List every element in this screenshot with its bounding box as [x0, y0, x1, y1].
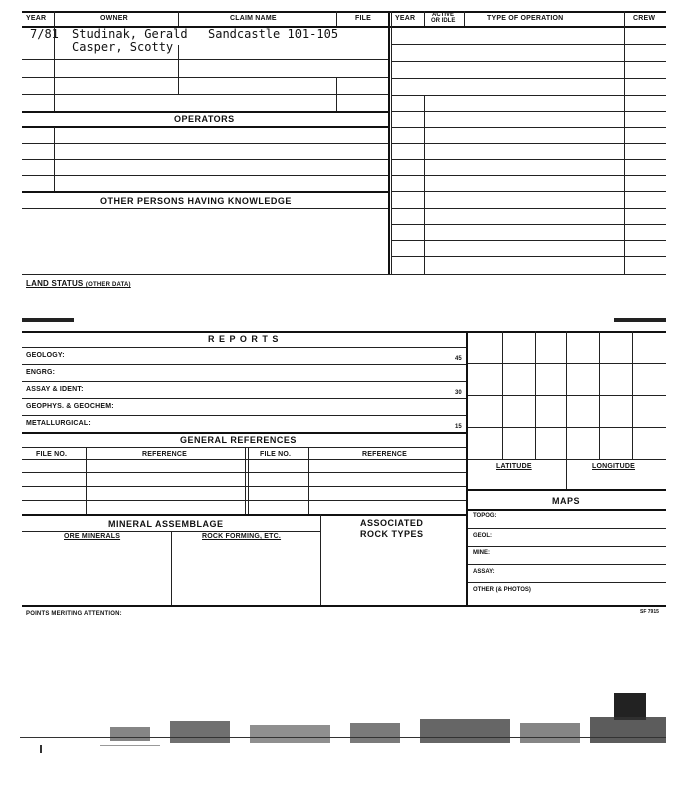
entry-owner: Casper, Scotty: [72, 40, 174, 54]
header-year-right: YEAR: [395, 15, 416, 22]
ref-header-rule: [22, 459, 466, 460]
report-geology-num: 45: [455, 356, 462, 362]
header-file: FILE: [355, 15, 371, 22]
maps-heading-rule: [468, 509, 666, 511]
header-year: YEAR: [26, 15, 47, 22]
middle-bottom-rule: [22, 605, 666, 607]
ref-row-line: [22, 472, 466, 473]
report-engrg: ENGRG:: [26, 369, 56, 376]
grid-col: [566, 331, 567, 489]
other-persons-top-rule: [22, 191, 388, 193]
grid-row: [468, 427, 666, 428]
report-geophys: GEOPHYS. & GEOCHEM:: [26, 403, 114, 410]
row-line: [22, 94, 388, 95]
operators-top-rule: [22, 111, 388, 113]
grid-row: [468, 395, 666, 396]
scan-mark: [22, 318, 74, 322]
ore-minerals-header: ORE MINERALS: [64, 533, 121, 540]
maps-heading: MAPS: [552, 496, 581, 506]
op-col-sep: [424, 95, 425, 274]
col-sep: [336, 11, 337, 26]
land-status-label: [26, 279, 131, 288]
operators-heading: OPERATORS: [174, 114, 235, 124]
ref-row-line: [22, 500, 466, 501]
report-metallurgical: METALLURGICAL:: [26, 420, 91, 427]
middle-top-rule: [22, 331, 666, 333]
general-references-heading: GENERAL REFERENCES: [180, 435, 297, 445]
map-row-line: [468, 564, 666, 565]
row-line: [22, 77, 388, 78]
main-divider: [388, 11, 390, 275]
reports-heading-rule: [22, 347, 468, 348]
report-row-line: [22, 415, 466, 416]
other-persons-bottom-rule: [22, 208, 388, 209]
ref-row-line: [22, 486, 466, 487]
map-row-line: [468, 582, 666, 583]
ref-col-sep: [248, 447, 249, 514]
report-geology: GEOLOGY:: [26, 352, 65, 359]
col-sep: [178, 11, 179, 26]
row-line: [22, 143, 388, 144]
col-sep: [624, 11, 625, 26]
op-bottom-line: [22, 274, 666, 275]
op-col-sep: [624, 26, 625, 274]
col-sep: [336, 78, 337, 111]
longitude-label: LONGITUDE: [592, 463, 636, 470]
entry-claim: Sandcastle 101-105: [208, 27, 339, 41]
grid-row: [468, 459, 666, 460]
report-assay: ASSAY & IDENT:: [26, 386, 84, 393]
col-sep: [424, 11, 425, 26]
ref-col-sep: [308, 447, 309, 514]
mineral-top-rule: [22, 514, 466, 516]
ref-reference-2: REFERENCE: [362, 451, 407, 458]
associated-rock-types-2: ROCK TYPES: [360, 529, 424, 539]
map-other: OTHER (& PHOTOS): [473, 587, 531, 593]
scan-mark: [614, 318, 666, 322]
entry-owner: Studinak, Gerald: [72, 27, 188, 41]
ref-file-no-2: FILE NO.: [260, 451, 292, 458]
ref-col-sep: [245, 447, 246, 514]
general-ref-heading-rule: [22, 447, 466, 448]
ref-file-no-1: FILE NO.: [36, 451, 68, 458]
land-status-text: LAND STATUS: [26, 279, 84, 288]
rock-forming-header: ROCK FORMING, ETC.: [202, 533, 282, 540]
header-type-of-operation: TYPE OF OPERATION: [487, 15, 564, 22]
map-row-line: [468, 528, 666, 529]
report-metallurgical-num: 15: [455, 424, 462, 430]
ref-reference-1: REFERENCE: [142, 451, 187, 458]
entry-year: 7/81: [30, 27, 59, 41]
form-number: SF 7915: [640, 609, 659, 615]
col-sep: [54, 127, 55, 191]
report-row-line: [22, 398, 466, 399]
col-sep: [464, 11, 465, 26]
map-topog: TOPOG:: [473, 513, 497, 519]
header-owner: OWNER: [100, 15, 128, 22]
land-status-note: (OTHER DATA): [85, 282, 131, 288]
latitude-label: LATITUDE: [496, 463, 532, 470]
ref-col-sep: [86, 447, 87, 514]
col-sep: [178, 45, 179, 95]
col-sep: [54, 11, 55, 26]
maps-top-rule: [468, 489, 666, 491]
row-line: [22, 159, 388, 160]
other-persons-heading: OTHER PERSONS HAVING KNOWLEDGE: [100, 196, 292, 206]
mineral-assemblage-heading: MINERAL ASSEMBLAGE: [108, 519, 224, 529]
header-claim-name: CLAIM NAME: [230, 15, 277, 22]
row-line: [22, 175, 388, 176]
mineral-col-sep: [171, 531, 172, 606]
map-geol: GEOL:: [473, 533, 492, 539]
col-sep: [54, 27, 55, 111]
scan-noise: [20, 715, 666, 755]
operators-bottom-rule: [22, 126, 388, 128]
reports-heading: R E P O R T S: [208, 334, 280, 344]
mineral-col-sep: [320, 514, 321, 606]
grid-row: [468, 363, 666, 364]
header-crew: CREW: [633, 15, 656, 22]
header-active: ACTIVE: [432, 12, 455, 18]
map-row-line: [468, 546, 666, 547]
report-row-line: [22, 381, 466, 382]
row-line: [22, 59, 388, 60]
report-assay-num: 30: [455, 390, 462, 396]
map-mine: MINE:: [473, 550, 490, 556]
header-or-idle: OR IDLE: [431, 18, 456, 24]
top-rule: [22, 11, 666, 13]
general-ref-top-rule: [22, 432, 466, 434]
map-assay: ASSAY:: [473, 569, 495, 575]
associated-rock-types-1: ASSOCIATED: [360, 518, 424, 528]
points-meriting-attention: POINTS MERITING ATTENTION:: [26, 611, 122, 617]
report-row-line: [22, 364, 466, 365]
